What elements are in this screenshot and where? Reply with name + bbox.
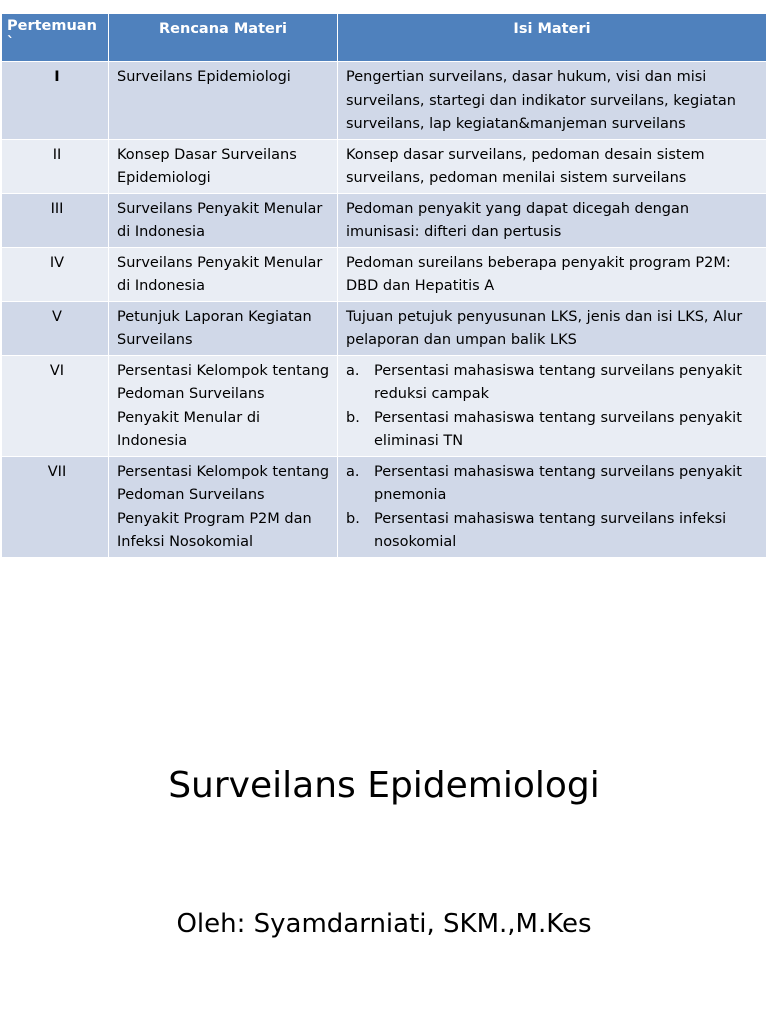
cell-rencana: Persentasi Kelompok tentang Pedoman Surveilans Penyakit Program P2M dan Infeksi Nosokomial [109,456,338,557]
slide-subtitle: Oleh: Syamdarniati, SKM.,M.Kes [176,909,592,939]
cell-isi [338,456,767,557]
cell-rencana: Konsep Dasar Surveilans Epidemiologi [109,139,338,193]
isi-list [346,461,760,555]
table-row [2,139,767,193]
cell-isi: Pengertian surveilans, dasar hukum, visi dan misi surveilans, startegi dan indikator surveilans, kegiatan surveilans, lap kegiatan&manjeman surveilans [338,62,767,140]
list-item-text: Persentasi mahasiswa tentang surveilans penyakit reduksi campak [374,362,742,402]
cell-isi: Pedoman sureilans beberapa penyakit program P2M: DBD dan Hepatitis A [338,247,767,301]
cell-pertemuan: III [2,193,109,247]
table-row [2,456,767,557]
cell-pertemuan: I [2,62,109,140]
header-isi-materi: Isi Materi [338,14,767,62]
cell-rencana: Persentasi Kelompok tentang Pedoman Surveilans Penyakit Menular di Indonesia [109,355,338,456]
cell-rencana: Surveilans Penyakit Menular di Indonesia [109,247,338,301]
header-rencana-materi: Rencana Materi [109,14,338,62]
cell-isi: Pedoman penyakit yang dapat dicegah dengan imunisasi: difteri dan pertusis [338,193,767,247]
cell-isi [338,355,767,456]
list-marker: a. [346,362,360,379]
cell-rencana: Surveilans Epidemiologi [109,62,338,140]
list-item [346,407,760,454]
cell-pertemuan: IV [2,247,109,301]
list-marker: a. [346,463,360,480]
table-header [2,14,767,62]
list-item [346,360,760,407]
header-pertemuan: Pertemuan ` [2,14,109,62]
isi-list [346,360,760,454]
list-item [346,508,760,555]
table-row [2,247,767,301]
table-body [2,62,767,558]
cell-pertemuan: VII [2,456,109,557]
list-marker: b. [346,510,360,527]
table-row [2,301,767,355]
table-row [2,355,767,456]
cell-isi: Konsep dasar surveilans, pedoman desain sistem surveilans, pedoman menilai sistem surveilans [338,139,767,193]
list-item-text: Persentasi mahasiswa tentang surveilans penyakit eliminasi TN [374,409,742,449]
cell-pertemuan: VI [2,355,109,456]
cell-pertemuan: V [2,301,109,355]
list-item [346,461,760,508]
cell-rencana: Petunjuk Laporan Kegiatan Surveilans [109,301,338,355]
cell-rencana: Surveilans Penyakit Menular di Indonesia [109,193,338,247]
header-row [2,14,767,62]
syllabus-table [1,13,767,558]
table-row [2,193,767,247]
table-row [2,62,767,140]
cell-isi: Tujuan petujuk penyusunan LKS, jenis dan isi LKS, Alur pelaporan dan umpan balik LKS [338,301,767,355]
list-item-text: Persentasi mahasiswa tentang surveilans penyakit pnemonia [374,463,742,503]
list-item-text: Persentasi mahasiswa tentang surveilans infeksi nosokomial [374,510,727,550]
list-marker: b. [346,409,360,426]
cell-pertemuan: II [2,139,109,193]
slide-title: Surveilans Epidemiologi [168,765,600,806]
